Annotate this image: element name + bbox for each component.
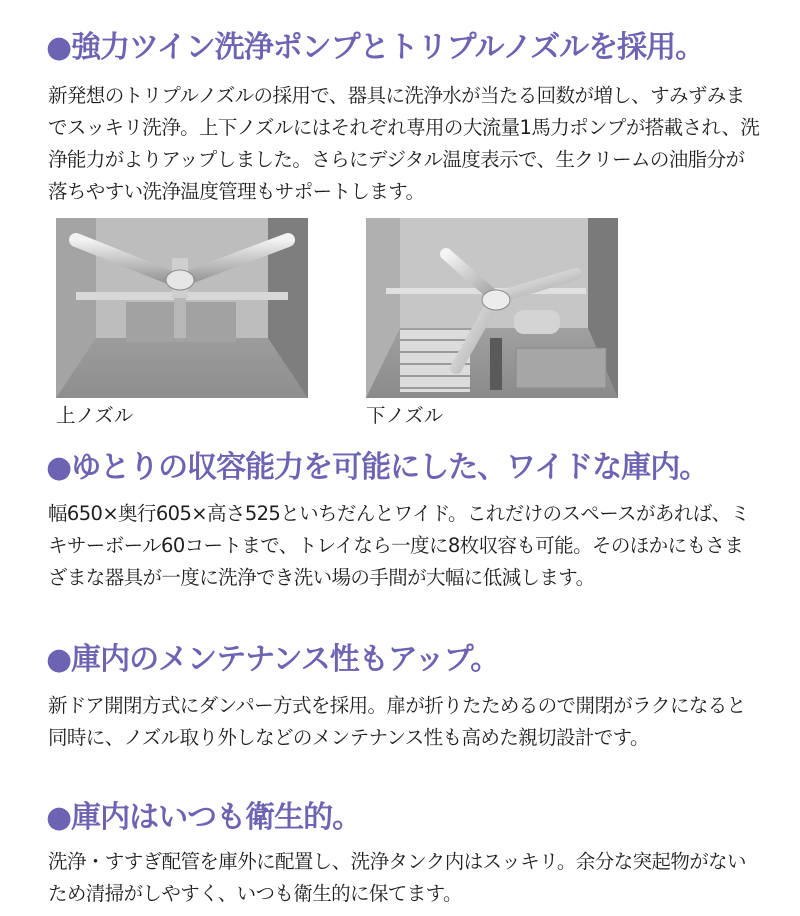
lower-nozzle-photo (366, 218, 618, 398)
section-heading-4: ●庫内はいつも衛生的。 (46, 800, 362, 835)
section-heading-2: ●ゆとりの収容能力を可能にした、ワイドな庫内。 (46, 450, 709, 485)
section-heading-1: ●強力ツイン洗浄ポンプとトリプルノズルを採用。 (46, 30, 705, 65)
section-body-1: 新発想のトリプルノズルの採用で、器具に洗浄水が当たる回数が増し、すみずみまでスッキリ洗浄。上下ノズルにはそれぞれ専用の大流量1馬力ポンプが搭載され、洗浄能力がよりアップしました。さらにデジタル温度表示で、生クリームの油脂分が落ちやすい洗浄温度管理もサポートします。 (48, 84, 760, 203)
section-heading-3: ●庫内のメンテナンス性もアップ。 (46, 642, 500, 677)
lower-nozzle-caption: 下ノズル (366, 404, 444, 427)
section-body-2: 幅650×奥行605×高さ525といちだんとワイド。これだけのスペースがあれば、ミキサーボール60コートまで、トレイなら一度に8枚収容も可能。そのほかにもさまざまな器具が一度に洗浄でき洗い場の手間が大幅に低減します。 (48, 502, 750, 589)
section-body-4: 洗浄・すすぎ配管を庫外に配置し、洗浄タンク内はスッキリ。余分な突起物がないため清掃がしやすく、いつも衛生的に保てます。 (48, 850, 746, 905)
section-body-3: 新ドア開閉方式にダンパー方式を採用。扉が折りたためるので開閉がラクになると同時に、ノズル取り外しなどのメンテナンス性も高めた親切設計です。 (48, 694, 746, 749)
upper-nozzle-photo (56, 218, 308, 398)
upper-nozzle-caption: 上ノズル (56, 404, 134, 427)
